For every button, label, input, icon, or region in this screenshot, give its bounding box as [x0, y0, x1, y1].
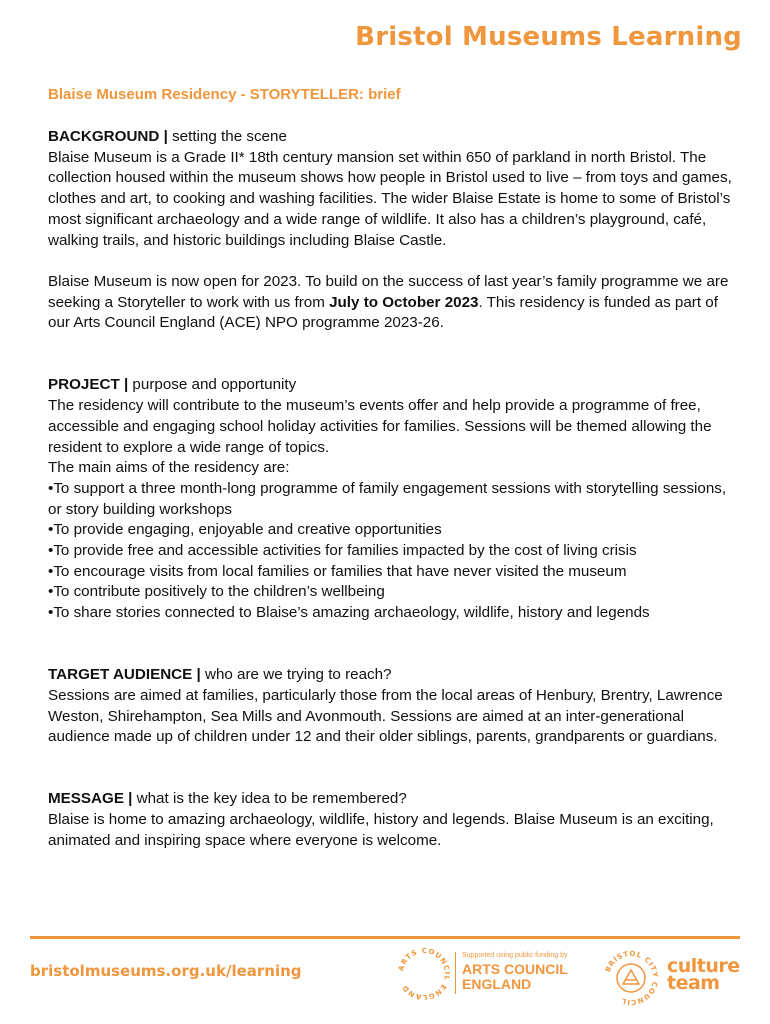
- org-title: Bristol Museums Learning: [355, 22, 742, 52]
- footer-url[interactable]: bristolmuseums.org.uk/learning: [30, 962, 302, 980]
- list-item: • To contribute positively to the children’s wellbeing: [48, 582, 738, 603]
- list-item: • To share stories connected to Blaise’s amazing archaeology, wildlife, history and legends: [48, 603, 738, 624]
- heading-subtitle: purpose and opportunity: [128, 376, 297, 394]
- aims-intro: The main aims of the residency are:: [48, 459, 290, 477]
- ace-name-line-2: ENGLAND: [462, 976, 532, 992]
- arts-council-logo: [462, 952, 568, 992]
- team-line: team: [667, 972, 720, 994]
- list-item: • To provide engaging, enjoyable and creative opportunities: [48, 520, 738, 541]
- arts-council-seal-icon: [396, 946, 452, 1002]
- message-paragraph: Blaise is home to amazing archaeology, wildlife, history and legends. Blaise Museum is an exciting, animated and inspiring space where everyone is welcome.: [48, 811, 714, 849]
- bristol-city-council-seal-icon: [603, 950, 659, 1006]
- text-span: Blaise Museum is now open for 2023. To build on the success of last year’s family programme we are seeking a Storyteller to work with us from: [48, 272, 729, 311]
- culture-line: culture: [667, 955, 740, 977]
- seal-text: BRISTOL CITY COUNCIL: [603, 950, 659, 1006]
- list-item: • To provide free and accessible activities for families impacted by the cost of living crisis: [48, 541, 738, 562]
- project-paragraph: The residency will contribute to the museum’s events offer and help provide a programme of free, accessible and engaging school holiday activities for families. Sessions will be themed allowing the resident to explore a wide range of topics.: [48, 397, 712, 456]
- heading-label: BACKGROUND |: [48, 128, 168, 145]
- heading-subtitle: setting the scene: [167, 128, 287, 145]
- footer-divider: [30, 936, 740, 939]
- svg-text:ARTS COUNCIL ENGLAND: [397, 947, 451, 1001]
- text-span: . This residency is funded as part of our Arts Council England (ACE) NPO programme 2023-26.: [48, 293, 718, 332]
- culture-team-logo: [667, 955, 740, 994]
- section-heading-message: [48, 789, 738, 810]
- audience-paragraph: Sessions are aimed at families, particularly those from the local areas of Henbury, Brentry, Lawrence Weston, Shirehampton, Sea Mills and Avonmouth. Sessions are aimed at an inter-generational audience made up of children under 12 and their older siblings, parents, grandparents or guardians.: [48, 686, 723, 746]
- section-heading-background: [48, 127, 738, 148]
- footer-logo-divider: [455, 952, 456, 994]
- background-paragraph-1: Blaise Museum is a Grade II* 18th century mansion set within 650 of parkland in north Bristol. The collection housed within the museum shows how people in Bristol used to live – from toys and games, clothes and art, to cooking and washing facilities. The wider Blaise Estate is home to some of Bristol’s most significant archaeology and a wide range of wildlife. It also has a children’s playground, café, walking trails, and historic buildings including Blaise Castle.: [48, 148, 732, 249]
- ace-name-line-1: ARTS COUNCIL: [462, 961, 568, 977]
- residency-dates: July to October 2023: [329, 293, 479, 311]
- heading-subtitle: what is the key idea to be remembered?: [132, 790, 407, 808]
- list-item: • To encourage visits from local families or families that have never visited the museum: [48, 562, 738, 583]
- ace-support-text: Supported using public funding by: [462, 952, 568, 959]
- heading-label: TARGET AUDIENCE |: [48, 666, 201, 684]
- background-paragraph-2: [48, 272, 738, 334]
- document-body: [48, 127, 738, 852]
- section-heading-audience: [48, 665, 738, 686]
- svg-text:BRISTOL CITY COUNCIL: [604, 950, 659, 1006]
- heading-label: PROJECT |: [48, 376, 129, 394]
- aims-list: [48, 479, 738, 624]
- list-item: • To support a three month-long programme of family engagement sessions with storytelling sessions, or story building workshops: [48, 479, 738, 520]
- document-title: Blaise Museum Residency - STORYTELLER: brief: [48, 86, 401, 103]
- heading-label: MESSAGE |: [48, 790, 133, 808]
- seal-text: ARTS COUNCIL ENGLAND: [397, 946, 452, 1002]
- section-heading-project: [48, 375, 738, 396]
- heading-subtitle: who are we trying to reach?: [200, 666, 392, 684]
